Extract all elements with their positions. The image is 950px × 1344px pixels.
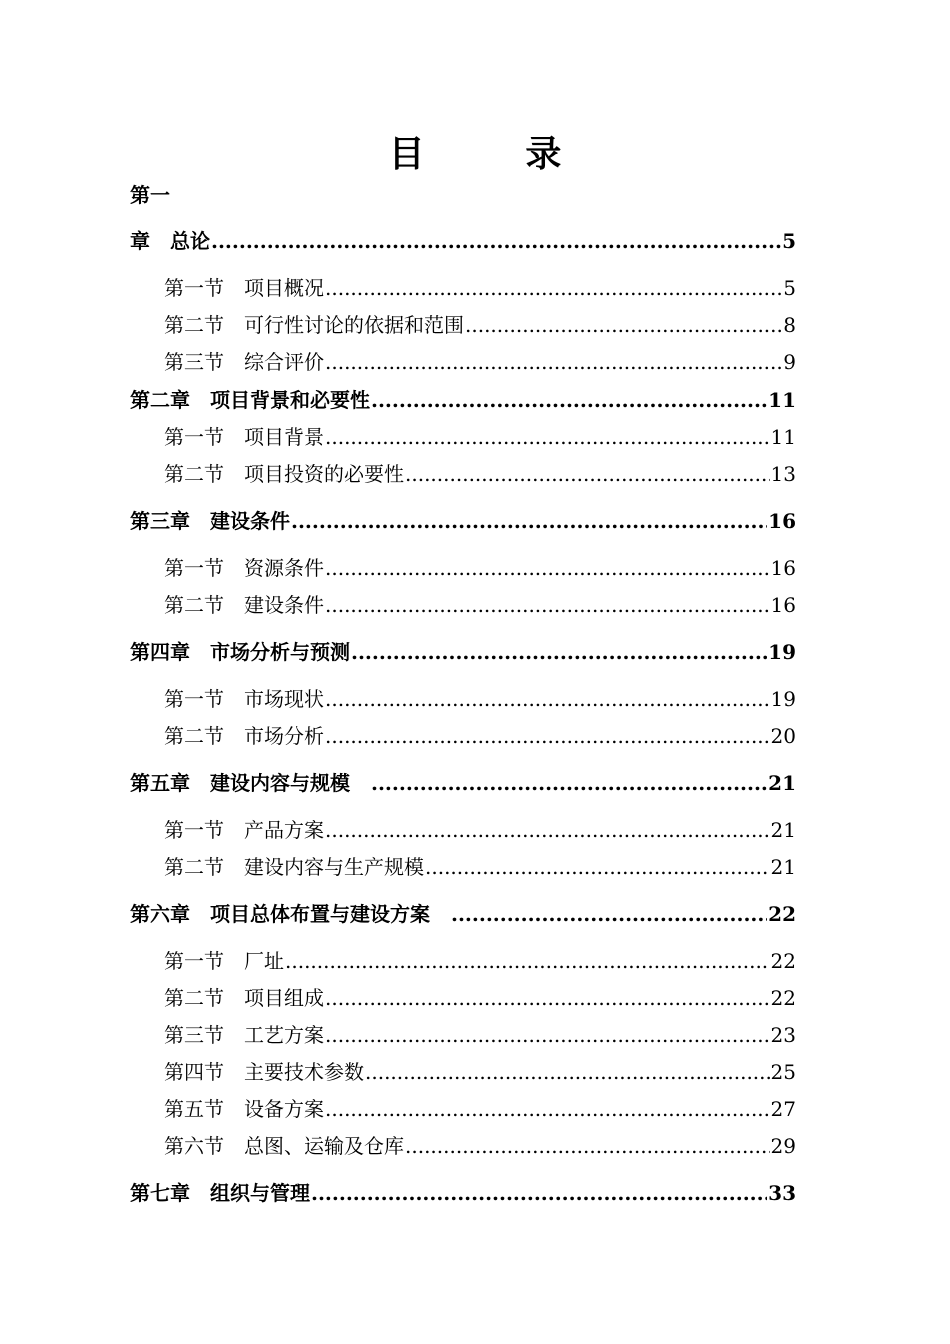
toc-entry-page: 25 (770, 1060, 796, 1084)
toc-entry-page: 22 (768, 902, 796, 926)
toc-entry-page: 23 (770, 1023, 796, 1047)
dot-leader (325, 590, 770, 620)
toc-entry-section[interactable] (164, 815, 796, 845)
toc-entry-section[interactable] (164, 459, 796, 489)
dot-leader (311, 1178, 767, 1208)
dot-leader (405, 459, 770, 489)
toc-entry-chapter-6[interactable] (130, 899, 796, 929)
toc-entry-section[interactable] (164, 946, 796, 976)
toc-entry-page: 11 (768, 388, 796, 412)
toc-entry-page: 5 (783, 276, 796, 300)
toc-entry-page: 11 (770, 425, 796, 449)
toc-entry-label: 第一节 资源条件 (164, 556, 324, 580)
toc-entry-label: 第二节 建设条件 (164, 593, 324, 617)
toc-entry-label: 第三节 工艺方案 (164, 1023, 324, 1047)
toc-title: 目 录 (388, 133, 594, 175)
dot-leader (325, 422, 770, 452)
dot-leader (291, 506, 767, 536)
dot-leader (325, 347, 782, 377)
toc-entry-section[interactable] (164, 422, 796, 452)
toc-entry-label: 第二节 项目投资的必要性 (164, 462, 404, 486)
dot-leader (325, 1020, 770, 1050)
toc-entry-label: 第三章 建设条件 (130, 509, 290, 533)
toc-entry-section[interactable] (164, 721, 796, 751)
toc-entry-label: 第一节 项目背景 (164, 425, 324, 449)
dot-leader (365, 1057, 770, 1087)
toc-entry-section[interactable] (164, 983, 796, 1013)
toc-entry-label: 第二节 项目组成 (164, 986, 324, 1010)
toc-entry-section[interactable] (164, 273, 796, 303)
toc-entry-chapter-2[interactable] (130, 385, 796, 415)
toc-entry-page: 20 (770, 724, 796, 748)
toc-entry-label: 第一节 市场现状 (164, 687, 324, 711)
toc-entry-page: 33 (768, 1181, 796, 1205)
dot-leader (325, 553, 770, 583)
toc-entry-label: 第五节 设备方案 (164, 1097, 324, 1121)
toc-entry-label: 第一节 厂址 (164, 949, 284, 973)
dot-leader (325, 815, 770, 845)
dot-leader (465, 310, 782, 340)
toc-entry-section[interactable] (164, 684, 796, 714)
dot-leader (351, 637, 767, 667)
toc-entry-section[interactable] (164, 1131, 796, 1161)
toc-entry-label: 第四章 市场分析与预测 (130, 640, 350, 664)
toc-entry-section[interactable] (164, 553, 796, 583)
toc-entry-chapter-1[interactable] (130, 226, 796, 256)
dot-leader (425, 852, 770, 882)
dot-leader (371, 768, 767, 798)
toc-entry-page: 5 (782, 229, 796, 253)
toc-entry-chapter-7[interactable] (130, 1178, 796, 1208)
toc-entry-page: 19 (768, 640, 796, 664)
toc-entry-chapter-4[interactable] (130, 637, 796, 667)
toc-entry-page: 27 (770, 1097, 796, 1121)
toc-entry-chapter-5[interactable] (130, 768, 796, 798)
toc-entry-label: 第六节 总图、运输及仓库 (164, 1134, 404, 1158)
toc-entry-label: 第二章 项目背景和必要性 (130, 388, 370, 412)
toc-entry-page: 8 (783, 313, 796, 337)
toc-entry-label: 章 总论 (130, 229, 210, 253)
toc-entry-label: 第七章 组织与管理 (130, 1181, 310, 1205)
toc-entry-label: 第三节 综合评价 (164, 350, 324, 374)
toc-entry-section[interactable] (164, 852, 796, 882)
toc-entry-page: 21 (768, 771, 796, 795)
toc-entry-label: 第六章 项目总体布置与建设方案 (130, 902, 450, 926)
dot-leader (325, 273, 782, 303)
dot-leader (371, 385, 767, 415)
toc-entry-page: 22 (770, 986, 796, 1010)
toc-entry-label: 第一节 产品方案 (164, 818, 324, 842)
dot-leader (211, 226, 781, 256)
toc-entry-section[interactable] (164, 347, 796, 377)
dot-leader (451, 899, 767, 929)
toc-entry-section[interactable] (164, 590, 796, 620)
toc-entry-label: 第二节 建设内容与生产规模 (164, 855, 424, 879)
toc-entry-page: 21 (770, 818, 796, 842)
toc-entry-page: 16 (768, 509, 796, 533)
chapter-one-prefix: 第一 (130, 183, 170, 207)
toc-entry-chapter-3[interactable] (130, 506, 796, 536)
dot-leader (405, 1131, 770, 1161)
toc-entry-page: 19 (770, 687, 796, 711)
toc-entry-page: 9 (783, 350, 796, 374)
toc-entry-section[interactable] (164, 1094, 796, 1124)
toc-entry-label: 第二节 可行性讨论的依据和范围 (164, 313, 464, 337)
toc-entry-page: 22 (770, 949, 796, 973)
toc-entry-label: 第二节 市场分析 (164, 724, 324, 748)
toc-entry-label: 第四节 主要技术参数 (164, 1060, 364, 1084)
toc-entry-section[interactable] (164, 310, 796, 340)
dot-leader (285, 946, 770, 976)
dot-leader (325, 1094, 770, 1124)
toc-entry-page: 16 (770, 593, 796, 617)
toc-entry-page: 13 (770, 462, 796, 486)
dot-leader (325, 983, 770, 1013)
toc-entry-page: 21 (770, 855, 796, 879)
toc-entry-section[interactable] (164, 1020, 796, 1050)
toc-entry-page: 29 (770, 1134, 796, 1158)
toc-entry-label: 第五章 建设内容与规模 (130, 771, 370, 795)
toc-entry-page: 16 (770, 556, 796, 580)
dot-leader (325, 721, 770, 751)
toc-entry-section[interactable] (164, 1057, 796, 1087)
dot-leader (325, 684, 770, 714)
toc-entry-label: 第一节 项目概况 (164, 276, 324, 300)
